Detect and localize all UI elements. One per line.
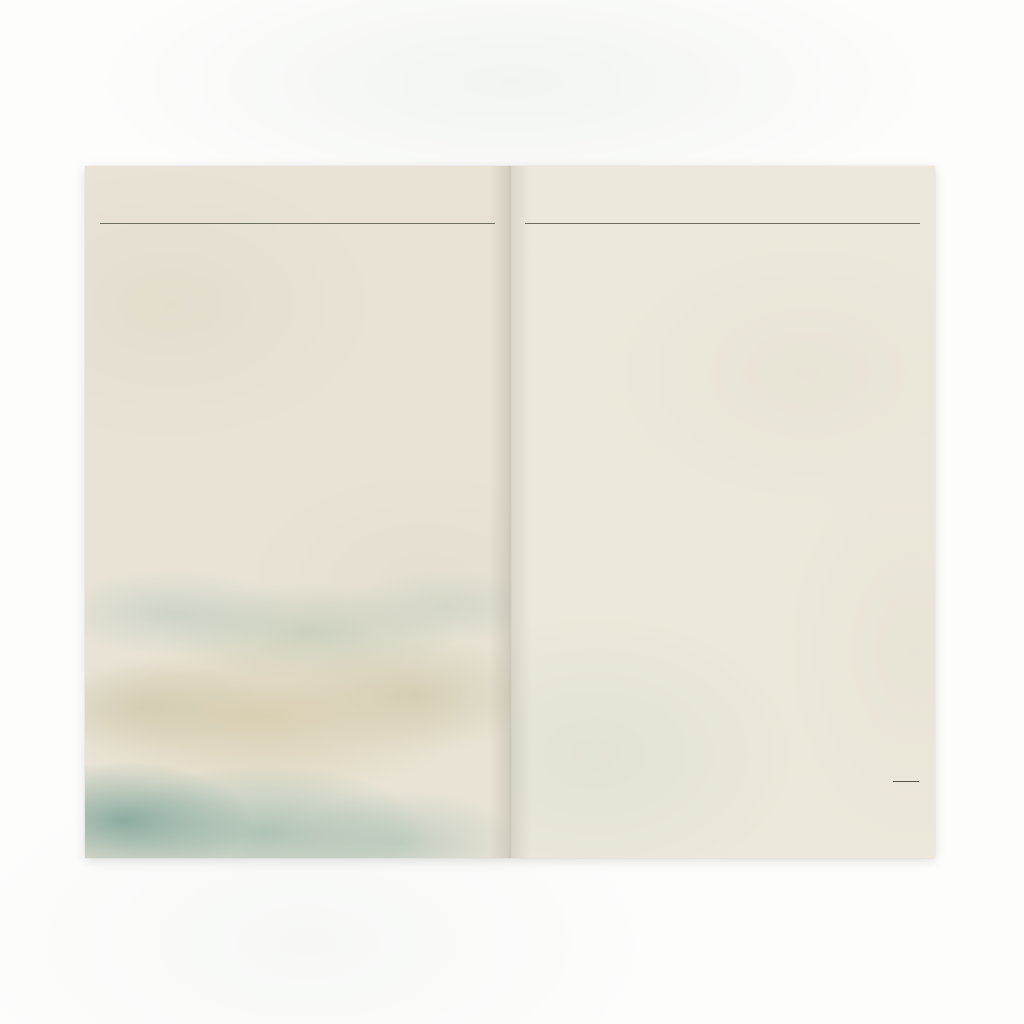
harbor-map-illustration (85, 544, 510, 858)
header-rule-right (525, 223, 920, 224)
right-page (510, 166, 935, 858)
left-page (85, 166, 510, 858)
map-watercolor-wash (85, 544, 510, 858)
header-rule-left (100, 223, 495, 224)
end-of-section-rule (893, 781, 919, 782)
book-spread (85, 166, 935, 858)
map-detail-art (85, 544, 510, 858)
